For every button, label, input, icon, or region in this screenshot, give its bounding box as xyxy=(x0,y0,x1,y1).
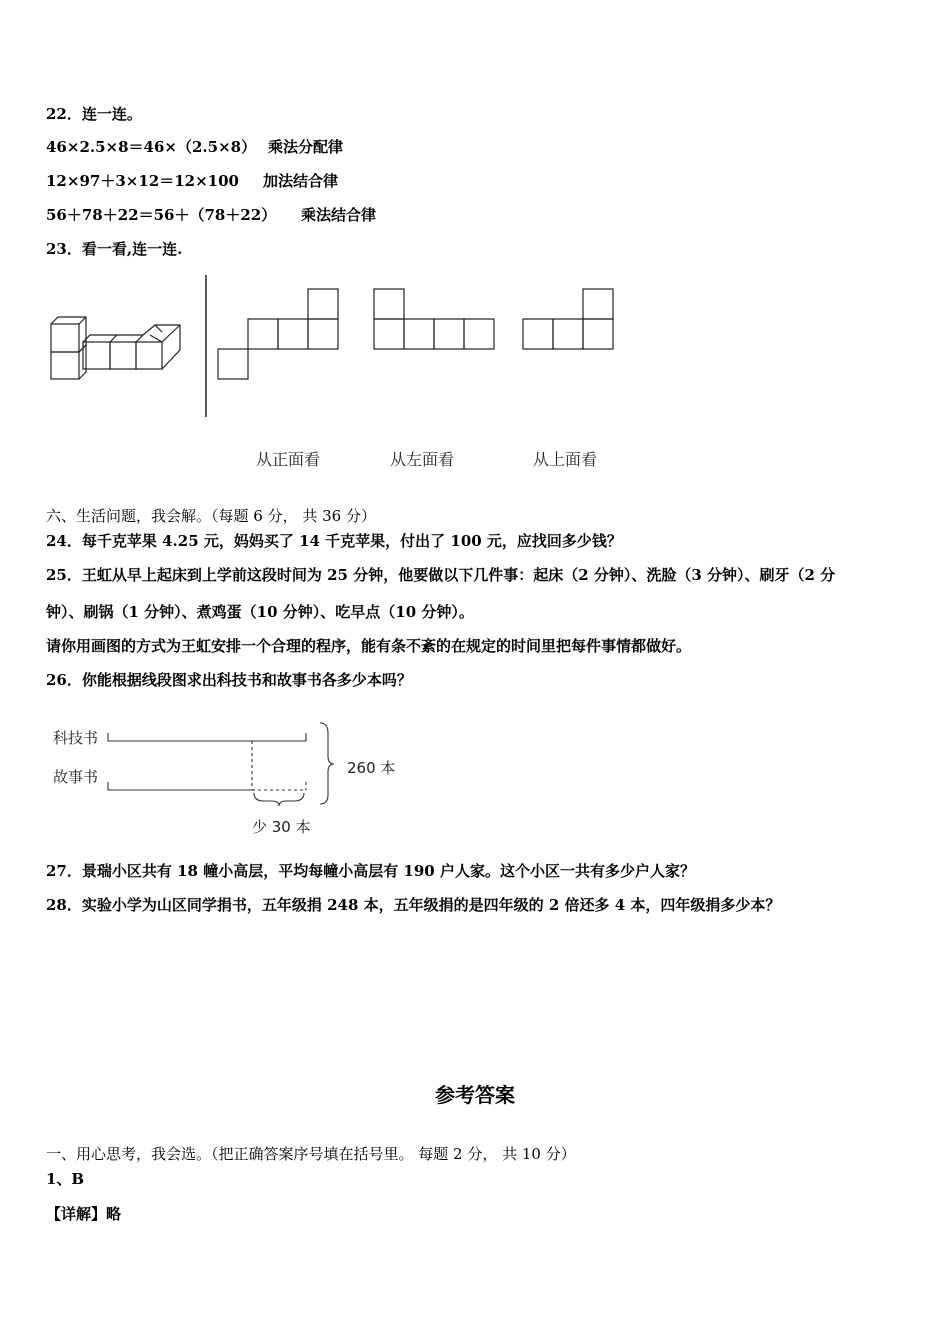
answers-section-1: 一、用心思考，我会选。（把正确答案序号填在括号里。 每题 2 分， 共 10 分） xyxy=(46,1145,576,1163)
answer-1: 1、B xyxy=(46,1170,85,1188)
label-science-book: 科技书 xyxy=(53,729,99,747)
q25-line-3: 请你用画图的方式为王虹安排一个合理的程序，能有条不紊的在规定的时间里把每件事情都做好。 xyxy=(46,637,692,655)
q24-text: 24．每千克苹果 4.25 元，妈妈买了 14 千克苹果，付出了 100 元，应找回多少钱？ xyxy=(46,532,622,550)
answers-title: 参考答案 xyxy=(435,1083,515,1107)
segment-diagram xyxy=(108,723,334,806)
q22-law-2: 加法结合律 xyxy=(263,172,339,190)
label-story-book: 故事书 xyxy=(53,768,99,786)
label-total: 260 本 xyxy=(347,759,396,777)
answer-1-detail: 【详解】略 xyxy=(46,1205,122,1223)
q22-expr-1: 46×2.5×8＝46×（2.5×8） xyxy=(46,138,257,156)
total-brace xyxy=(320,723,334,804)
story-book-segment xyxy=(108,782,252,790)
cube-solid-figure xyxy=(51,317,180,379)
q22-expr-2: 12×97＋3×12＝12×100 xyxy=(46,172,239,190)
q23-heading: 23．看一看,连一连. xyxy=(46,240,183,258)
caption-top-view: 从上面看 xyxy=(533,450,598,469)
section-6-heading: 六、生活问题，我会解。（每题 6 分， 共 36 分） xyxy=(46,507,376,525)
difference-brace xyxy=(254,793,304,806)
q28-text: 28．实验小学为山区同学捐书，五年级捐 248 本，五年级捐的是四年级的 2 倍还多 4 本，四年级捐多少本？ xyxy=(46,896,781,914)
q22-heading: 22．连一连。 xyxy=(46,105,142,123)
view-shape-2 xyxy=(374,289,494,349)
label-difference: 少 30 本 xyxy=(252,818,311,836)
q22-law-3: 乘法结合律 xyxy=(301,206,377,224)
q25-line-2: 钟）、刷锅（1 分钟）、煮鸡蛋（10 分钟）、吃早点（10 分钟）。 xyxy=(46,603,474,621)
science-book-segment xyxy=(108,733,306,741)
q22-expr-3: 56＋78＋22＝56＋（78＋22） xyxy=(46,206,277,224)
view-shape-3 xyxy=(523,289,613,349)
q26-text: 26．你能根据线段图求出科技书和故事书各多少本吗？ xyxy=(46,671,412,689)
q27-text: 27．景瑞小区共有 18 幢小高层，平均每幢小高层有 190 户人家。这个小区一共有多少户人家？ xyxy=(46,862,695,880)
q22-law-1: 乘法分配律 xyxy=(268,138,344,156)
view-shape-1 xyxy=(218,289,338,379)
q25-line-1: 25．王虹从早上起床到上学前这段时间为 25 分钟，他要做以下几件事：起床（2 分钟）、洗脸（3 分钟）、刷牙（2 分 xyxy=(46,566,836,584)
caption-left-view: 从左面看 xyxy=(390,450,455,469)
caption-front-view: 从正面看 xyxy=(256,450,321,469)
